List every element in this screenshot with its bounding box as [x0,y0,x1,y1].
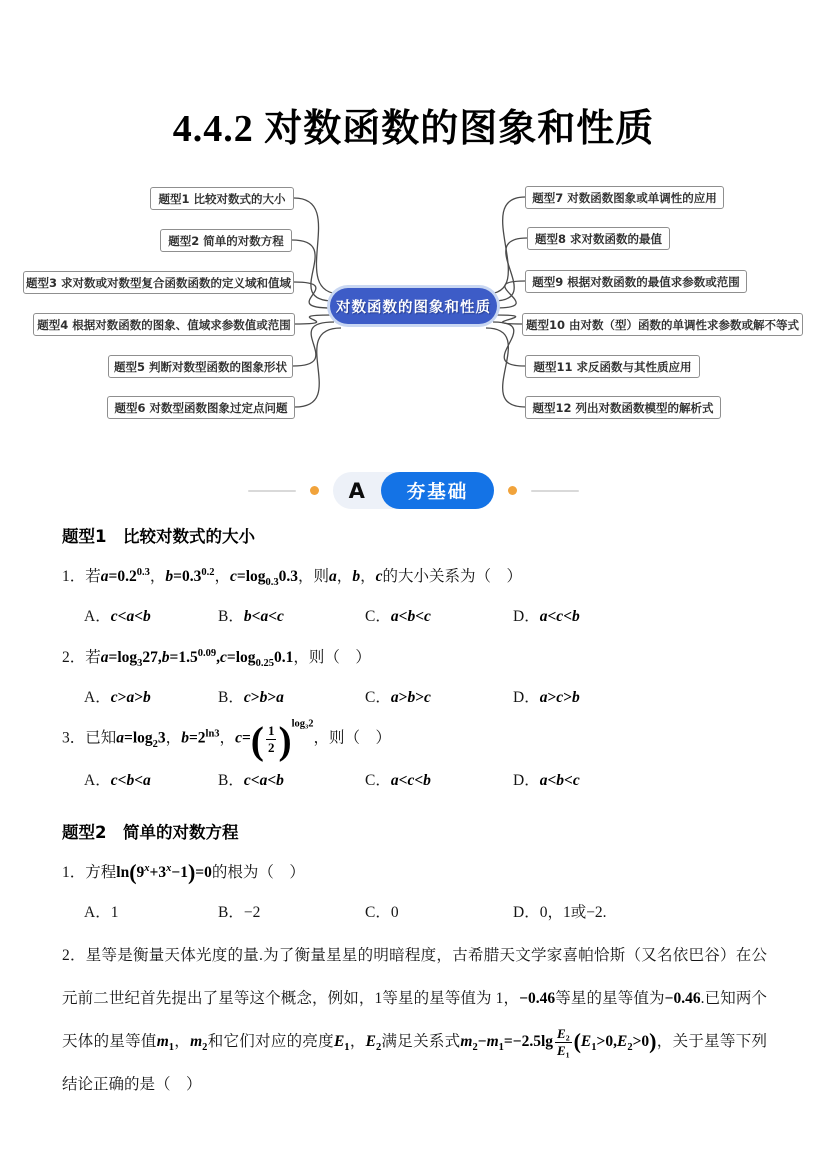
problem-2-2-statement: 2．星等是衡量天体光度的量.为了衡量星星的明暗程度，古希腊天文学家喜帕恰斯（又名依巴谷）在公元前二世纪首先提出了星等这个概念，例如，1等星的星等值为 1，−0.46等星的星等值为−0.46.已知两个天体的星等值$m_1$，$m_2$和它们对应的亮度$E_1$，$E_2$满足关系式$m_2-m_1=-2.5\lg$ $\frac{\text{E₂}}{\text{E₁}}$ $(E_1>0,E_2>0)$，关于星等下列结论正确的是（ ） [62,946,767,1093]
mindmap-connector-line [294,198,341,294]
option-d: D．a<c<b [513,607,580,625]
badge-label: 夯基础 [381,472,495,509]
option-c: C．a<b<c [365,607,431,625]
option-c: C．a>b>c [365,689,431,707]
mindmap-branch-right-3: 题型9 根据对数函数的最值求参数或范围 [525,270,747,293]
option-a: A．1 [84,903,119,921]
problem-2-1-options [84,901,767,924]
section-badge-row [0,472,827,509]
problem-1-1-statement: 1．若$a=0.2^{0.3}$，$b=0.3^{0.2}$，$c=\log_{0.3}0.3$，则a，b，c的大小关系为（ ） [62,566,522,589]
option-d: D．a<b<c [513,772,580,790]
badge-divider-right [531,490,579,492]
problem-2-1-statement: 1．方程$\ln(9^x+3^x-1)=0$的根为（ ） [62,859,305,885]
problem-1-1-options [84,605,767,628]
mindmap-branch-right-5: 题型11 求反函数与其性质应用 [525,355,700,378]
mindmap-branch-left-3: 题型3 求对数或对数型复合函数函数的定义域和值域 [23,271,294,294]
mindmap-connector-line [496,281,525,308]
badge-dot-left-icon [310,486,319,495]
mindmap-branch-right-2: 题型8 求对数函数的最值 [527,227,670,250]
badge-letter: A [348,478,365,503]
section-heading-2: 题型2 简单的对数方程 [62,822,239,842]
mindmap-branch-left-4: 题型4 根据对数函数的图象、值域求参数值或范围 [33,313,295,336]
grade-badge [333,472,495,509]
worksheet-content [0,509,827,1106]
problem-1-3-options [84,769,767,792]
option-c: C．a<c<b [365,772,431,790]
mindmap-branch-right-6: 题型12 列出对数函数模型的解析式 [525,396,721,419]
option-a: A．c<a<b [84,607,151,625]
option-b: B．b<a<c [218,607,284,625]
mindmap-connector-line [293,322,334,366]
option-d: D．a>c>b [513,689,580,707]
option-b: B．−2 [218,903,261,921]
mindmap-branch-right-4: 题型10 由对数（型）函数的单调性求参数或解不等式 [522,313,803,336]
mindmap-connector-line [295,328,341,407]
option-a: A．c>a>b [84,689,151,707]
mindmap-branch-left-5: 题型5 判断对数型函数的图象形状 [108,355,293,378]
problem-1-2-statement: 2．若$a=\log_327,b=1.5^{0.09},c=\log_{0.25}0.1$，则（ ） [62,647,371,670]
option-b: B．c>b>a [218,689,284,707]
mindmap-connector-line [493,322,525,366]
mindmap-branch-right-1: 题型7 对数函数图象或单调性的应用 [525,186,724,209]
badge-dot-right-icon [508,486,517,495]
mindmap-connector-line [486,328,525,407]
mindmap-branch-left-1: 题型1 比较对数式的大小 [150,187,294,210]
page-title: 4.4.2 对数函数的图象和性质 [172,108,655,150]
option-d: D．0，1或−2. [513,903,607,921]
mindmap-branch-left-6: 题型6 对数型函数图象过定点问题 [107,396,295,419]
mindmap-connector-line [294,282,331,308]
mindmap-connector-line [486,197,525,294]
mindmap-diagram [0,174,827,442]
option-b: B．c<a<b [218,772,284,790]
section-heading-1: 题型1 比较对数式的大小 [62,527,255,546]
problem-1-3-statement: 3．已知$a=\log_23$，$b=2^{ln3}$，c=( $\frac{1}{2}$ )$^{log_32}$，则（ ） [62,718,391,763]
badge-divider-left [248,490,296,492]
problem-1-2-options [84,686,767,709]
option-c: C．0 [365,903,399,921]
mindmap-branch-left-2: 题型2 简单的对数方程 [160,229,292,252]
mindmap-center-node: 对数函数的图象和性质 [330,288,497,324]
option-a: A．c<b<a [84,772,151,790]
